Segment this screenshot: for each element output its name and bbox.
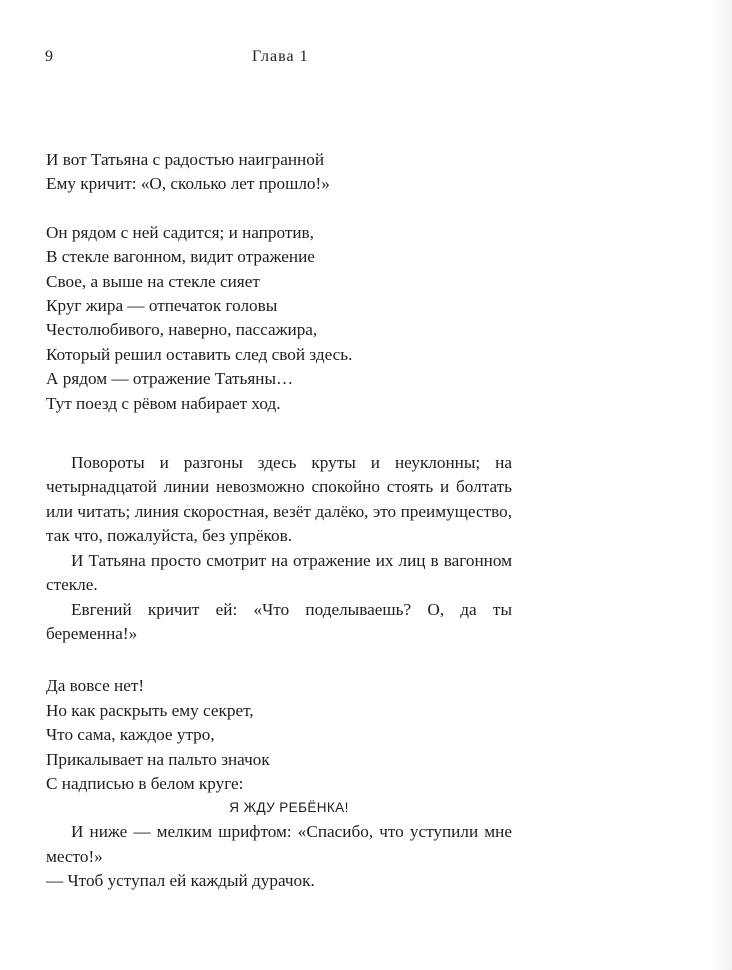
chapter-title: Глава 1: [252, 48, 309, 65]
verse-line: Круг жира — отпечаток головы: [46, 296, 278, 316]
stanza-1: [46, 148, 512, 197]
verse-line: Прикалывает на пальто значок: [46, 749, 270, 769]
verse-line: Который решил оставить след свой здесь.: [46, 344, 353, 364]
verse-line: Что сама, каждое утро,: [46, 725, 215, 745]
prose-paragraph: Евгений кричит ей: «Что поделываешь? О, да ты беременна!»: [46, 599, 512, 643]
verse-line: Честолюбивого, наверно, пассажира,: [46, 320, 318, 340]
verse-line: С надписью в белом круге:: [46, 773, 244, 793]
verse-line: Да вовсе нет!: [46, 676, 145, 696]
badge-inscription: Я ЖДУ РЕБЁНКА!: [229, 800, 349, 816]
verse-line: В стекле вагонном, видит отражение: [46, 247, 315, 267]
closing-dash-line: — Чтоб уступал ей каждый дурачок.: [46, 871, 315, 891]
body-text: [46, 148, 512, 894]
prose-paragraph: Повороты и разгоны здесь круты и неуклонны; на четырнадцатой линии невозможно спокойно стоять и болтать или читать; линия скоростная, везёт далёко, это преимущество, так что, пожалуйста, без упрёков.: [46, 453, 512, 546]
verse-line: Но как раскрыть ему секрет,: [46, 700, 254, 720]
closing-paragraph: И ниже — мелким шрифтом: «Спасибо, что уступили мне место!»: [46, 822, 512, 866]
verse-line: А рядом — отражение Татьяны…: [46, 369, 294, 389]
page-number: 9: [45, 48, 53, 65]
page-edge-shadow: [712, 0, 732, 970]
running-header: [45, 48, 515, 72]
prose-paragraph: И Татьяна просто смотрит на отражение их лиц в вагонном стекле.: [46, 550, 512, 595]
verse-line: И вот Татьяна с радостью наигранной: [46, 150, 325, 169]
verse-line: Ему кричит: «О, сколько лет прошло!»: [46, 174, 330, 194]
verse-line: Он рядом с ней садится; и напротив,: [46, 222, 314, 242]
verse-line: Свое, а выше на стекле сияет: [46, 271, 260, 291]
verse-line: Тут поезд с рёвом набирает ход.: [46, 393, 281, 413]
stanza-3: [46, 674, 512, 796]
stanza-2: [46, 221, 512, 416]
prose-block: [46, 451, 512, 646]
